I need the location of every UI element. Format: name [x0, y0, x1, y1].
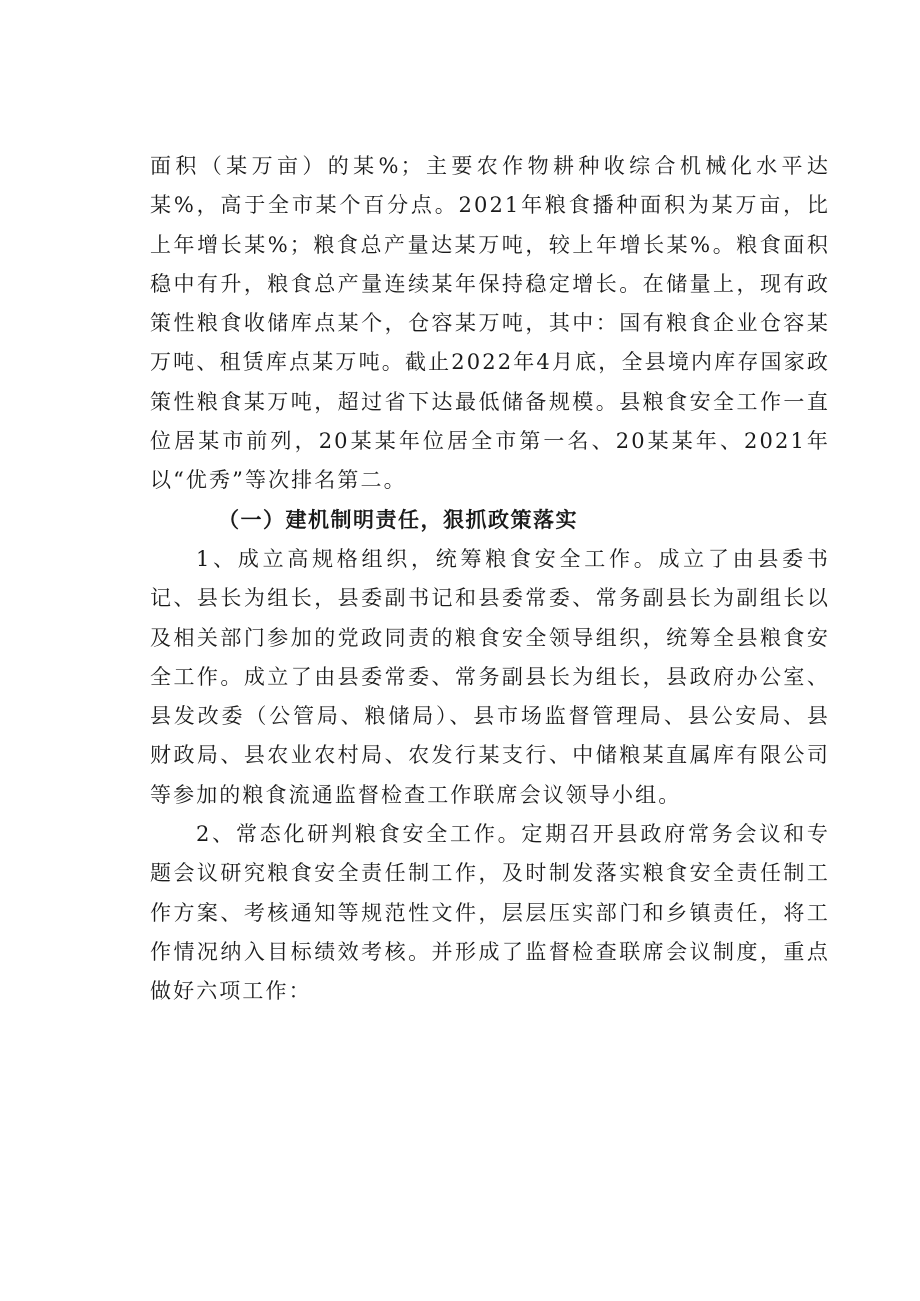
intro-paragraph: 面积（某万亩）的某%；主要农作物耕种收综合机械化水平达某%，高于全市某个百分点。2021年粮食播种面积为某万亩，比上年增长某%；粮食总产量达某万吨，较上年增长某%。粮食面积稳中有升，粮食总产量连续某年保持稳定增长。在储量上，现有政策性粮食收储库点某个，仓容某万吨，其中：国有粮食企业仓容某万吨、租赁库点某万吨。截止2022年4月底，全县境内库存国家政策性粮食某万吨，超过省下达最低储备规模。县粮食安全工作一直位居某市前列，20某某年位居全市第一名、20某某年、2021年以“优秀”等次排名第二。 [150, 154, 830, 493]
section-heading: （一）建机制明责任，狠抓政策落实 [218, 507, 578, 532]
document-body [150, 147, 830, 1012]
item-1-paragraph: 1、成立高规格组织，统筹粮食安全工作。成立了由县委书记、县长为组长，县委副书记和县委常委、常务副县长为副组长以及相关部门参加的党政同责的粮食安全领导组织，统筹全县粮食安全工作。成立了由县委常委、常务副县长为组长，县政府办公室、县发改委（公管局、粮储局）、县市场监督管理局、县公安局、县财政局、县农业农村局、农发行某支行、中储粮某直属库有限公司等参加的粮食流通监督检查工作联席会议领导小组。 [150, 546, 830, 807]
item-2-paragraph: 2、常态化研判粮食安全工作。定期召开县政府常务会议和专题会议研究粮食安全责任制工作，及时制发落实粮食安全责任制工作方案、考核通知等规范性文件，层层压实部门和乡镇责任，将工作情况纳入目标绩效考核。并形成了监督检查联席会议制度，重点做好六项工作： [150, 822, 830, 1004]
